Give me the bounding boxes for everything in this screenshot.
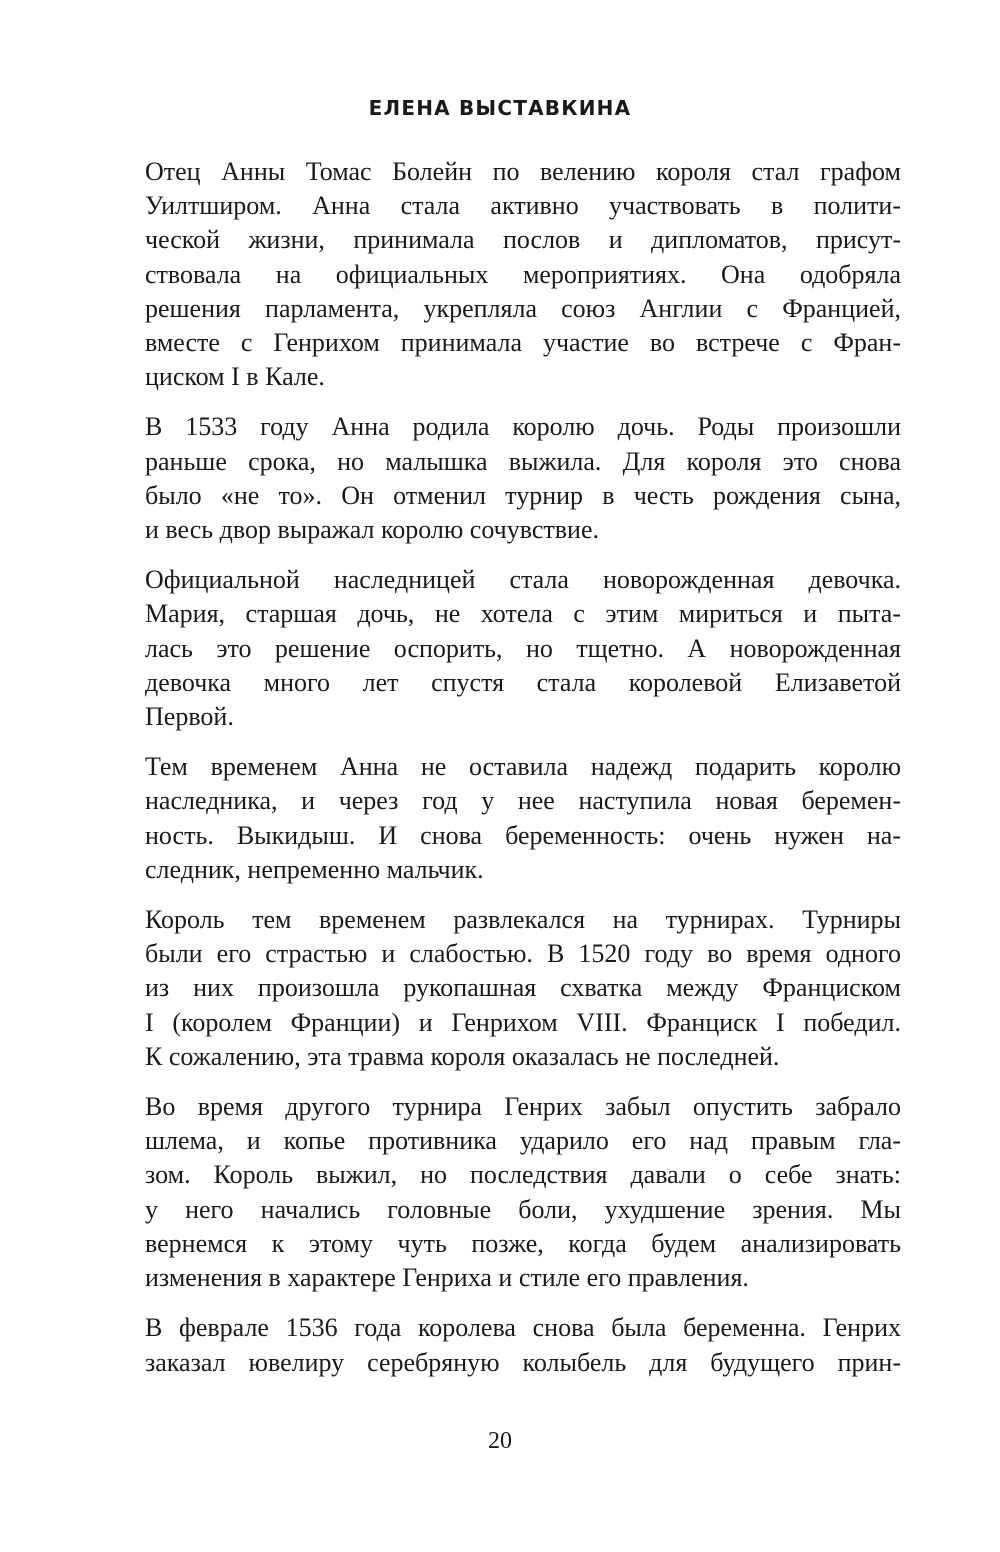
text-line: Уилтширом. Анна стала активно участвовать в полити- xyxy=(145,191,901,221)
text-line: ческой жизни, принимала послов и дипломатов, присут- xyxy=(145,225,901,255)
body-text xyxy=(145,155,901,1396)
text-line: девочка много лет спустя стала королевой Елизаветой xyxy=(145,667,901,697)
text-line: Первой. xyxy=(145,702,234,732)
text-line: Мария, старшая дочь, не хотела с этим мириться и пыта- xyxy=(145,599,901,629)
paragraph xyxy=(145,410,901,547)
paragraph xyxy=(145,155,901,394)
text-line: В 1533 году Анна родила королю дочь. Роды произошли xyxy=(145,412,901,442)
paragraph xyxy=(145,1311,901,1379)
text-line: следник, непременно мальчик. xyxy=(145,854,484,884)
text-line: вместе с Генрихом принимала участие во встрече с Фран- xyxy=(145,328,901,358)
page-number: 20 xyxy=(488,1428,512,1454)
paragraph xyxy=(145,563,901,734)
text-line: В феврале 1536 года королева снова была беременна. Генрих xyxy=(145,1313,901,1343)
paragraph xyxy=(145,1090,901,1295)
text-line: раньше срока, но малышка выжила. Для короля это снова xyxy=(145,446,901,476)
text-line: К сожалению, эта травма короля оказалась не последней. xyxy=(145,1041,780,1071)
text-line: зом. Король выжил, но последствия давали о себе знать: xyxy=(145,1160,901,1190)
text-line: Тем временем Анна не оставила надежд подарить королю xyxy=(145,752,901,782)
text-line: наследника, и через год у нее наступила новая беремен- xyxy=(145,786,901,816)
paragraph xyxy=(145,750,901,887)
text-line: ствовала на официальных мероприятиях. Она одобряла xyxy=(145,259,901,289)
paragraph xyxy=(145,903,901,1074)
text-line: Король тем временем развлекался на турнирах. Турниры xyxy=(145,905,901,935)
text-line: I (королем Франции) и Генрихом VIII. Франциск I победил. xyxy=(145,1007,901,1037)
text-line: и весь двор выражал королю сочувствие. xyxy=(145,515,600,545)
text-line: шлема, и копье противника ударило его над правым гла- xyxy=(145,1126,901,1156)
text-line: из них произошла рукопашная схватка между Франциском xyxy=(145,973,901,1003)
text-line: Официальной наследницей стала новорожденная девочка. xyxy=(145,565,901,595)
text-line: были его страстью и слабостью. В 1520 году во время одного xyxy=(145,939,901,969)
text-line: лась это решение оспорить, но тщетно. А новорожденная xyxy=(145,633,901,663)
text-line: у него начались головные боли, ухудшение зрения. Мы xyxy=(145,1194,901,1224)
text-line: вернемся к этому чуть позже, когда будем анализировать xyxy=(145,1228,901,1258)
text-line: изменения в характере Генриха и стиле его правления. xyxy=(145,1263,749,1293)
running-head-author: ЕЛЕНА ВЫСТАВКИНА xyxy=(368,96,632,120)
text-line: было «не то». Он отменил турнир в честь рождения сына, xyxy=(145,480,901,510)
text-line: заказал ювелиру серебряную колыбель для будущего прин- xyxy=(145,1347,901,1377)
text-line: Во время другого турнира Генрих забыл опустить забрало xyxy=(145,1092,901,1122)
text-line: циском I в Кале. xyxy=(145,362,325,392)
text-line: Отец Анны Томас Болейн по велению короля стал графом xyxy=(145,157,901,186)
text-line: решения парламента, укрепляла союз Англии с Францией, xyxy=(145,293,901,323)
text-line: ность. Выкидыш. И снова беременность: очень нужен на- xyxy=(145,820,901,850)
